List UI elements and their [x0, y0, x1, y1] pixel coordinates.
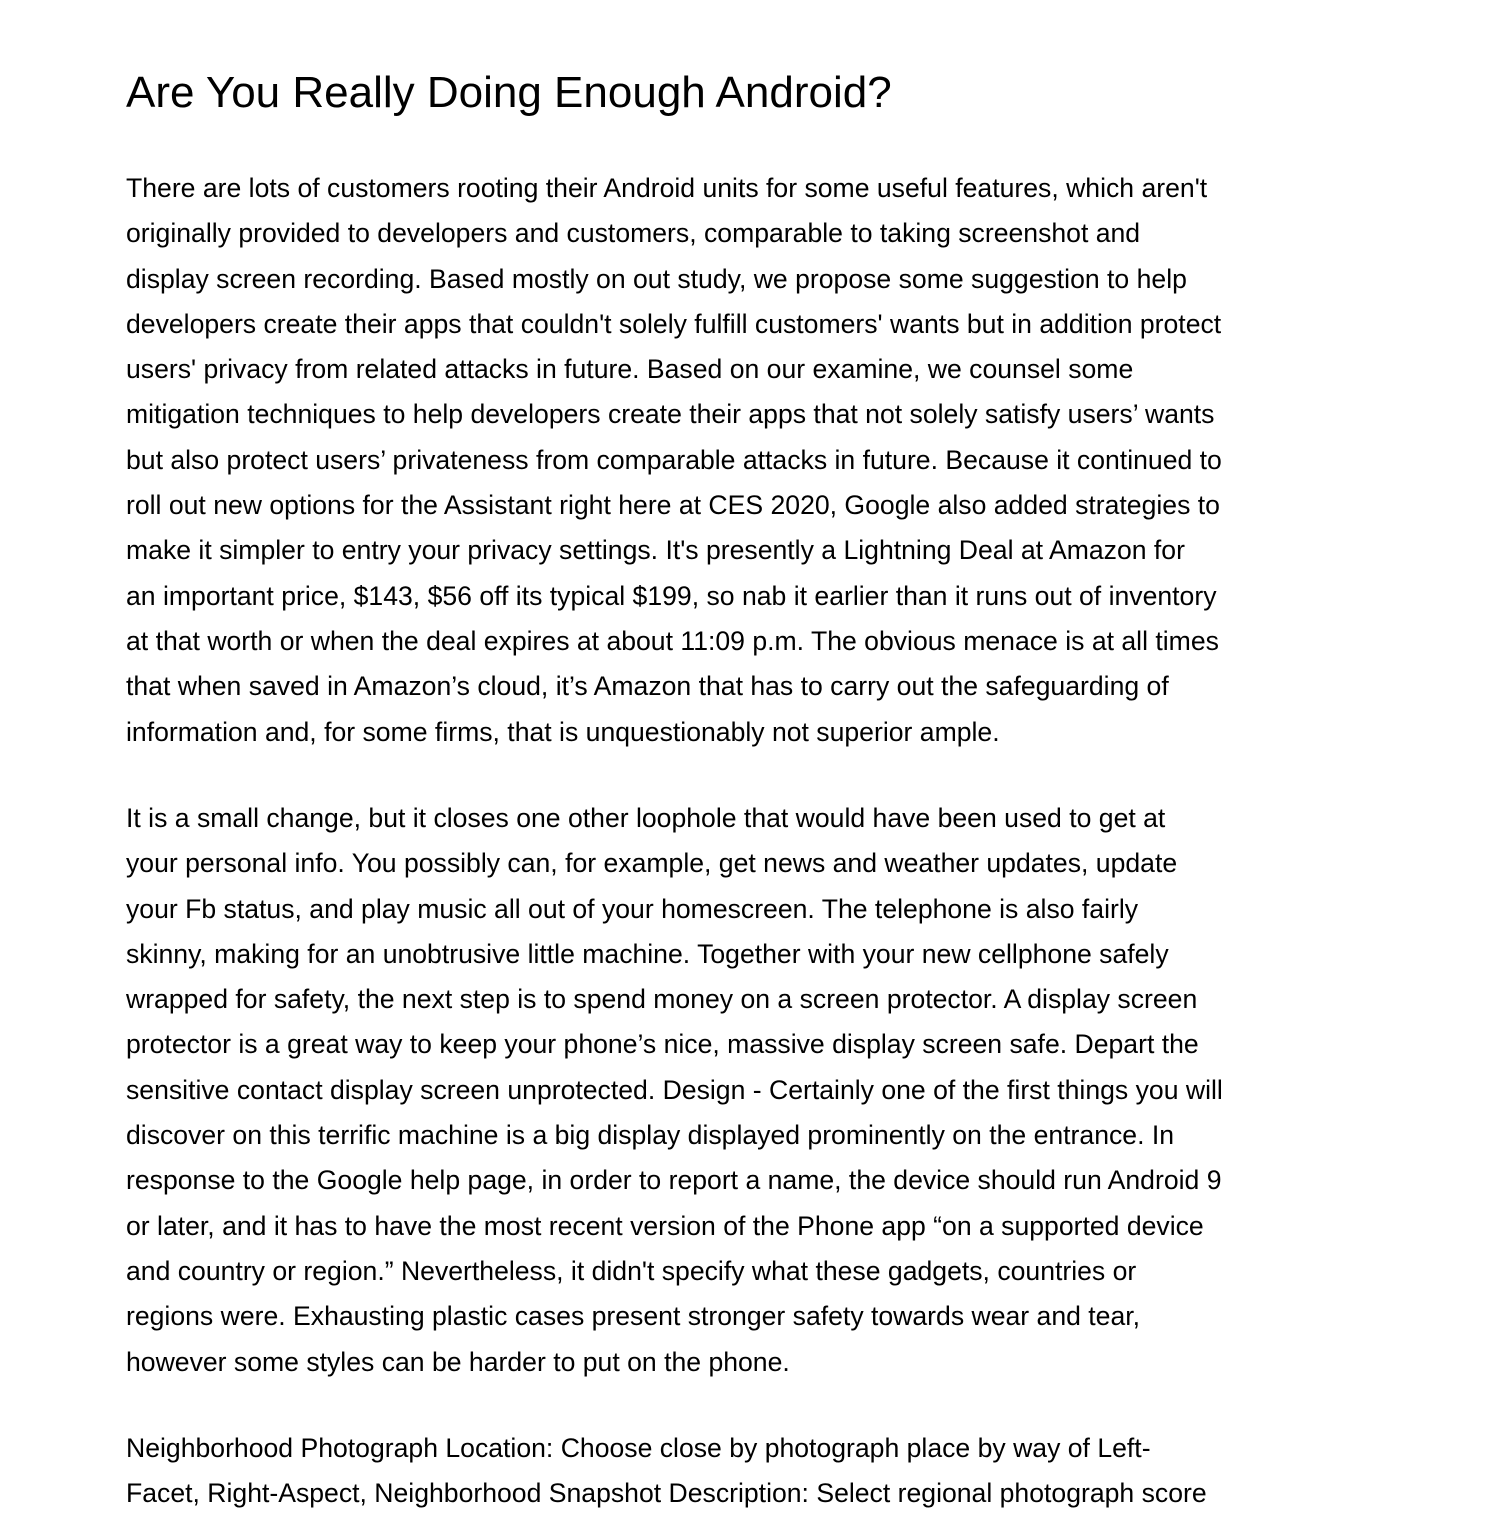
text-line: but also protect users’ privateness from comparable attacks in future. Because it continued to: [126, 444, 1222, 475]
page-title: Are You Really Doing Enough Android?: [126, 68, 892, 117]
text-line: Facet, Right-Aspect, Neighborhood Snapshot Description: Select regional photograph score: [126, 1478, 1207, 1509]
text-line: users' privacy from related attacks in future. Based on our examine, we counsel some: [126, 354, 1134, 385]
paragraph-2: [126, 796, 1223, 1385]
text-line: or later, and it has to have the most recent version of the Phone app “on a supported device: [126, 1210, 1204, 1241]
text-line: originally provided to developers and customers, comparable to taking screenshot and: [126, 218, 1141, 249]
text-line: regions were. Exhausting plastic cases present stronger safety towards wear and tear,: [126, 1301, 1141, 1332]
text-line: at that worth or when the deal expires at about 11:09 p.m. The obvious menace is at all times: [126, 625, 1219, 656]
paragraph-3: [126, 1426, 1207, 1517]
text-line: There are lots of customers rooting their Android units for some useful features, which aren't: [126, 173, 1208, 203]
text-line: It is a small change, but it closes one other loophole that would have been used to get at: [126, 803, 1166, 833]
text-line: discover on this terrific machine is a big display displayed prominently on the entrance. In: [126, 1120, 1175, 1151]
text-line: an important price, $143, $56 off its typical $199, so nab it earlier than it runs out of inventory: [126, 580, 1217, 611]
text-line: sensitive contact display screen unprotected. Design - Certainly one of the first things you will: [126, 1074, 1223, 1105]
text-line: Neighborhood Photograph Location: Choose close by photograph place by way of Left-: [126, 1433, 1151, 1463]
text-line: protector is a great way to keep your phone’s nice, massive display screen safe. Depart the: [126, 1029, 1199, 1060]
text-line: skinny, making for an unobtrusive little machine. Together with your new cellphone safely: [126, 938, 1169, 969]
text-line: display screen recording. Based mostly on out study, we propose some suggestion to help: [126, 263, 1187, 294]
text-line: however some styles can be harder to put on the phone.: [126, 1346, 790, 1377]
text-line: your personal info. You possibly can, for example, get news and weather updates, update: [126, 848, 1178, 879]
paragraph-1: [126, 166, 1222, 755]
text-line: roll out new options for the Assistant right here at CES 2020, Google also added strategies to: [126, 490, 1220, 521]
text-line: developers create their apps that couldn't solely fulfill customers' wants but in addition protect: [126, 308, 1222, 339]
text-line: your Fb status, and play music all out of your homescreen. The telephone is also fairly: [126, 893, 1139, 924]
text-line: information and, for some firms, that is unquestionably not superior ample.: [126, 716, 1000, 747]
text-line: mitigation techniques to help developers create their apps that not solely satisfy users’ wants: [126, 399, 1215, 430]
text-line: and country or region.” Nevertheless, it didn't specify what these gadgets, countries or: [126, 1255, 1137, 1286]
text-line: make it simpler to entry your privacy settings. It's presently a Lightning Deal at Amazon for: [126, 535, 1185, 566]
text-line: that when saved in Amazon’s cloud, it’s Amazon that has to carry out the safeguarding of: [126, 671, 1169, 702]
text-line: response to the Google help page, in order to report a name, the device should run Android 9: [126, 1165, 1222, 1196]
text-line: wrapped for safety, the next step is to spend money on a screen protector. A display screen: [126, 984, 1198, 1015]
